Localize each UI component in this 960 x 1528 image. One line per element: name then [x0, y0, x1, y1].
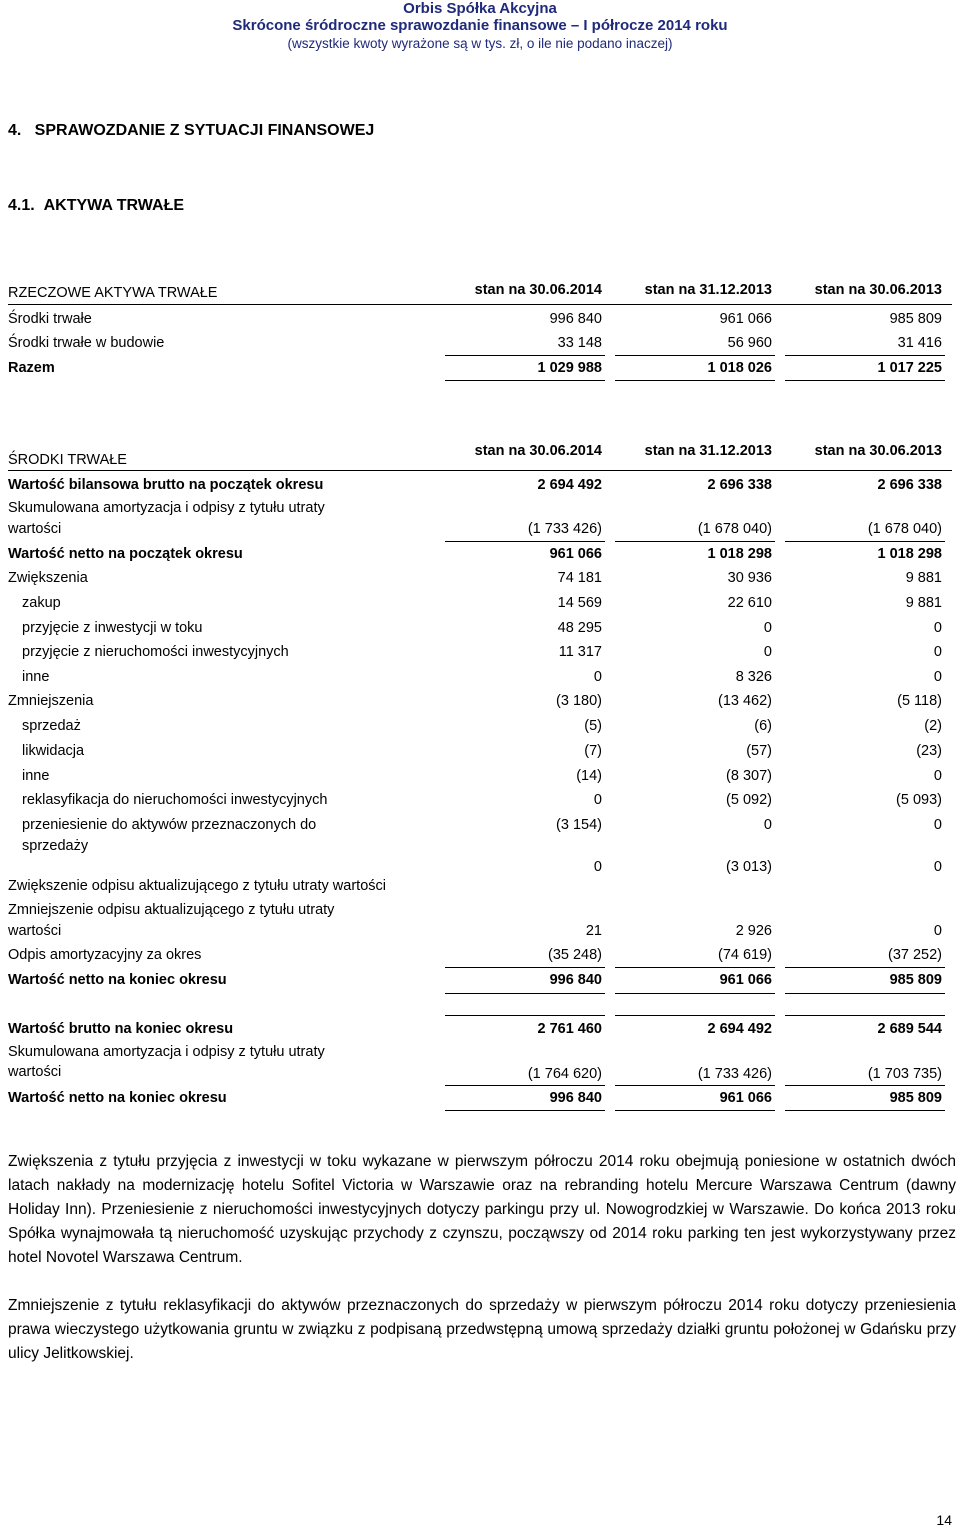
row-label-cont: sprzedaży: [22, 838, 89, 854]
table1-title: RZECZOWE AKTYWA TRWAŁE: [8, 285, 218, 301]
cell: 961 066: [719, 972, 772, 988]
rule: [615, 541, 775, 542]
cell: 31 416: [897, 335, 942, 351]
cell: (7): [584, 743, 602, 759]
row-label-cont: wartości: [8, 1064, 62, 1080]
cell: 2 694 492: [707, 1021, 772, 1037]
cell: 1 029 988: [537, 360, 602, 376]
cell: (2): [924, 718, 942, 734]
cell: (13 462): [717, 693, 772, 709]
cell: 56 960: [727, 335, 772, 351]
row-label: reklasyfikacja do nieruchomości inwestycyjnych: [22, 792, 328, 808]
cell: 0: [933, 817, 942, 833]
row-label: przyjęcie z nieruchomości inwestycyjnych: [22, 644, 289, 660]
row-label: likwidacja: [22, 743, 85, 759]
cell: 9 881: [905, 595, 942, 611]
table1-col-1: stan na 30.06.2014: [474, 282, 602, 298]
cell: 2 696 338: [707, 477, 772, 493]
rule: [615, 1015, 775, 1016]
rule: [445, 1015, 605, 1016]
table2-col-3: stan na 30.06.2013: [814, 443, 942, 459]
cell: (57): [746, 743, 772, 759]
cell: 1 018 298: [877, 546, 942, 562]
row-label: przeniesienie do aktywów przeznaczonych do: [22, 817, 317, 833]
rule: [615, 993, 775, 994]
rule: [445, 355, 605, 356]
rule: [785, 541, 945, 542]
cell: 2 689 544: [877, 1021, 942, 1037]
row-label: Wartość bilansowa brutto na początek okresu: [8, 477, 324, 493]
paragraph-1: Zwiększenia z tytułu przyjęcia z inwestycji w toku wykazane w pierwszym półroczu 2014 roku obejmują poniesione w ostatnich dwóch latach nakłady na modernizację hotelu Sofitel Victoria w Warszawie oraz na rebranding hotelu Mercure Warszawa Centrum (dawny Holiday Inn). Przeniesienie z nieruchomości inwestycyjnych dotyczy parkingu przy ul. Nowogrodzkiej w Warszawie. Do końca 2013 roku Spółka wynajmowała tą nieruchomość uzyskując przychody z czynszu, począwszy od 2014 roku parking ten jest wykorzystywany przez hotel Novotel Warszawa Centrum.: [8, 1153, 956, 1266]
rule: [785, 380, 945, 381]
cell: 0: [763, 644, 772, 660]
rule: [445, 380, 605, 381]
table1-col-2: stan na 31.12.2013: [644, 282, 772, 298]
row-label: Odpis amortyzacyjny za okres: [8, 947, 202, 963]
section-title: 4. SPRAWOZDANIE Z SYTUACJI FINANSOWEJ: [8, 122, 375, 139]
cell: 2 696 338: [877, 477, 942, 493]
cell: 996 840: [549, 972, 602, 988]
cell: (8 307): [726, 768, 772, 784]
row-label: zakup: [22, 595, 61, 611]
cell: 0: [933, 923, 942, 939]
cell: 74 181: [557, 570, 602, 586]
cell: 48 295: [557, 620, 602, 636]
row-label: Wartość netto na koniec okresu: [8, 972, 227, 988]
subsection-title: 4.1. AKTYWA TRWAŁE: [8, 197, 185, 214]
cell: (5 093): [896, 792, 942, 808]
cell: 33 148: [557, 335, 602, 351]
row-label-cont: wartości: [8, 521, 62, 537]
cell: 8 326: [735, 669, 772, 685]
cell: 0: [933, 620, 942, 636]
cell: (5): [584, 718, 602, 734]
cell: 2 926: [735, 923, 772, 939]
cell: (37 252): [887, 947, 942, 963]
cell: 0: [593, 792, 602, 808]
cell: 1 018 298: [707, 546, 772, 562]
cell: 22 610: [727, 595, 772, 611]
cell: (3 180): [556, 693, 602, 709]
cell: 21: [585, 923, 602, 939]
cell: (6): [754, 718, 772, 734]
rule: [615, 1085, 775, 1086]
cell: (1 703 735): [867, 1066, 942, 1082]
cell: 985 809: [889, 1090, 942, 1106]
rule: [615, 355, 775, 356]
row-label: Zwiększenie odpisu aktualizującego z tytułu utraty wartości: [8, 878, 386, 894]
cell: 1 017 225: [877, 360, 942, 376]
cell: 9 881: [905, 570, 942, 586]
cell: (1 678 040): [867, 521, 942, 537]
table1-header-rule: [8, 304, 952, 305]
table2-header-rule: [8, 470, 952, 471]
row-label: przyjęcie z inwestycji w toku: [22, 620, 203, 636]
cell: (1 733 426): [697, 1066, 772, 1082]
rule: [445, 541, 605, 542]
cell: (1 764 620): [527, 1066, 602, 1082]
cell: (14): [576, 768, 602, 784]
cell: 961 066: [549, 546, 602, 562]
cell: (5 092): [726, 792, 772, 808]
cell: 2 694 492: [537, 477, 602, 493]
row-label: Skumulowana amortyzacja i odpisy z tytułu utraty: [8, 500, 325, 516]
cell: (74 619): [717, 947, 772, 963]
report-note: (wszystkie kwoty wyrażone są w tys. zł, o ile nie podano inaczej): [287, 36, 673, 51]
row-label: Wartość netto na początek okresu: [8, 546, 243, 562]
cell: (3 013): [726, 859, 772, 875]
cell: (23): [916, 743, 942, 759]
row-label: Wartość brutto na koniec okresu: [8, 1021, 234, 1037]
company-name: Orbis Spółka Akcyjna: [403, 0, 557, 17]
cell: 961 066: [719, 311, 772, 327]
cell: (35 248): [547, 947, 602, 963]
cell: 996 840: [549, 1090, 602, 1106]
cell: 0: [763, 620, 772, 636]
cell: (5 118): [897, 693, 942, 709]
table2-col-1: stan na 30.06.2014: [474, 443, 602, 459]
rule: [445, 1085, 605, 1086]
cell: 996 840: [549, 311, 602, 327]
cell: 985 809: [889, 972, 942, 988]
rule: [785, 1085, 945, 1086]
row-label: Zmniejszenie odpisu aktualizującego z tytułu utraty: [8, 902, 335, 918]
row-label: Środki trwałe w budowie: [8, 335, 165, 351]
table1-col-3: stan na 30.06.2013: [814, 282, 942, 298]
rule: [615, 380, 775, 381]
report-title: Skrócone śródroczne sprawozdanie finansowe – I półrocze 2014 roku: [232, 17, 728, 34]
row-label: Zwiększenia: [8, 570, 88, 586]
rule: [785, 1110, 945, 1111]
cell: 2 761 460: [537, 1021, 602, 1037]
cell: 0: [933, 644, 942, 660]
table2-title: ŚRODKI TRWAŁE: [8, 452, 127, 468]
cell: 0: [933, 669, 942, 685]
rule: [615, 967, 775, 968]
rule: [445, 1110, 605, 1111]
rule: [785, 355, 945, 356]
row-label: Zmniejszenia: [8, 693, 94, 709]
cell: 0: [933, 768, 942, 784]
cell: 30 936: [727, 570, 772, 586]
row-label: Razem: [8, 360, 55, 376]
table2-col-2: stan na 31.12.2013: [644, 443, 772, 459]
row-label-cont: wartości: [8, 923, 62, 939]
cell: 0: [593, 859, 602, 875]
row-label: inne: [22, 768, 50, 784]
cell: (3 154): [556, 817, 602, 833]
rule: [785, 967, 945, 968]
cell: 1 018 026: [707, 360, 772, 376]
rule: [445, 993, 605, 994]
cell: 0: [593, 669, 602, 685]
rule: [445, 967, 605, 968]
cell: 0: [763, 817, 772, 833]
cell: 11 317: [558, 644, 602, 660]
row-label: Środki trwałe: [8, 311, 92, 327]
paragraph-2: Zmniejszenie z tytułu reklasyfikacji do aktywów przeznaczonych do sprzedaży w pierwszym półroczu 2014 roku dotyczy przeniesienia prawa wieczystego użytkowania gruntu w związku z podpisaną przedwstępną umową sprzedaży działki gruntu położonej w Gdańsku przy ulicy Jelitkowskiej.: [8, 1297, 956, 1362]
rule: [615, 1110, 775, 1111]
row-label: Wartość netto na koniec okresu: [8, 1090, 227, 1106]
cell: 961 066: [719, 1090, 772, 1106]
cell: 0: [933, 859, 942, 875]
rule: [785, 1015, 945, 1016]
cell: 985 809: [889, 311, 942, 327]
row-label: inne: [22, 669, 50, 685]
cell: (1 733 426): [527, 521, 602, 537]
row-label: sprzedaż: [22, 718, 81, 734]
row-label: Skumulowana amortyzacja i odpisy z tytułu utraty: [8, 1044, 325, 1060]
cell: 14 569: [557, 595, 602, 611]
page-number: 14: [936, 1512, 952, 1528]
cell: (1 678 040): [697, 521, 772, 537]
rule: [785, 993, 945, 994]
